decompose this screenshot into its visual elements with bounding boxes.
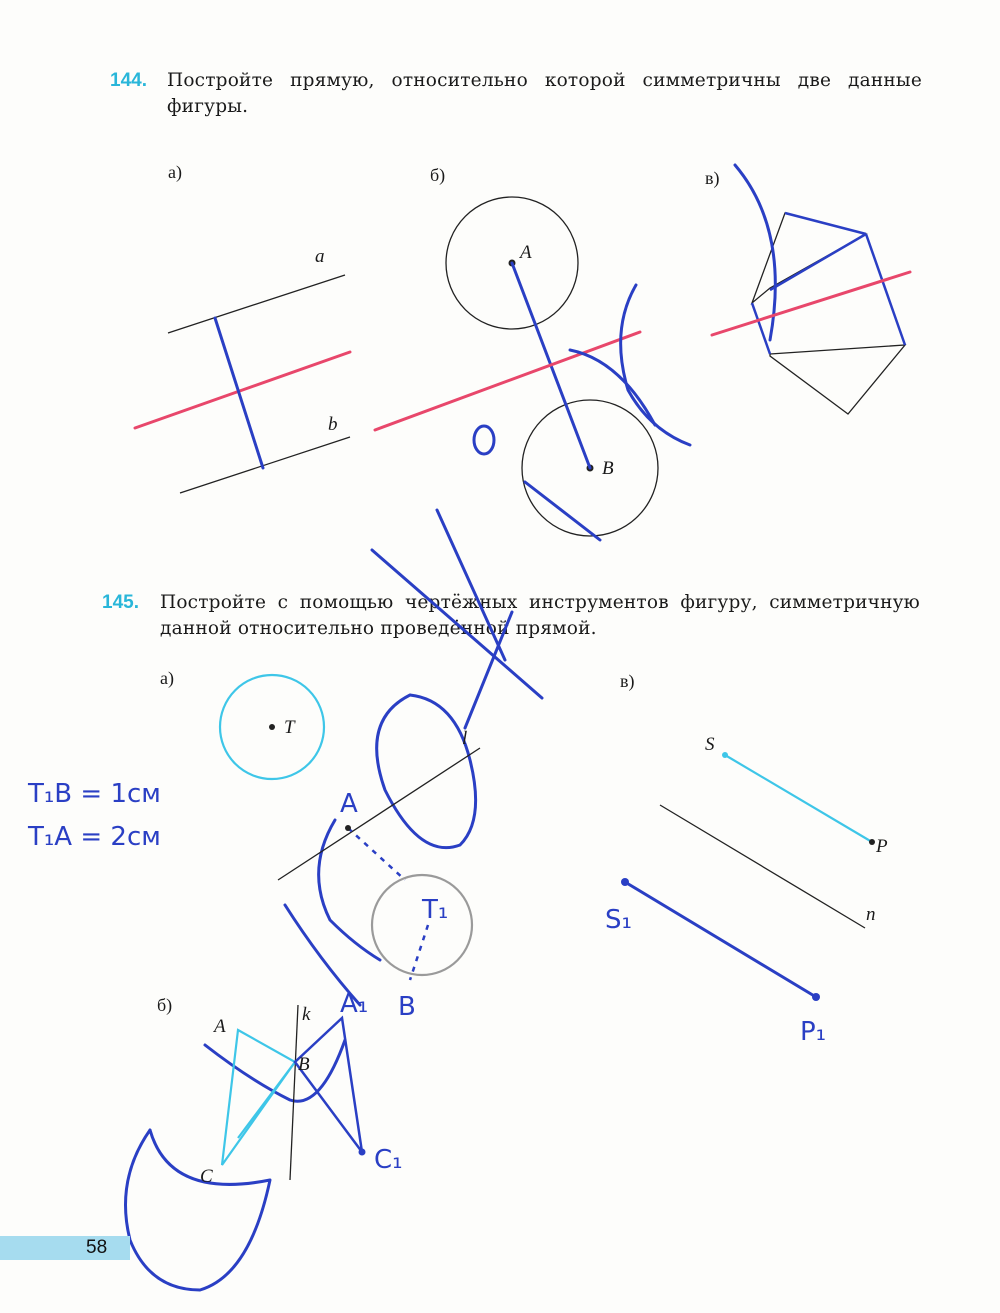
pen-upper-edge: [785, 213, 866, 234]
label-B-145b: B: [298, 1054, 310, 1075]
label-A-144b: A: [520, 242, 532, 263]
task-145-part-b: б): [157, 995, 173, 1015]
pen-right-edge: [866, 234, 905, 345]
point-P1: [812, 993, 820, 1001]
line-a: [168, 275, 345, 333]
hand-label-A1: A₁: [340, 989, 369, 1019]
pen-perpendicular-a: [215, 318, 263, 468]
scribble-o: [474, 426, 494, 454]
label-B-144b: B: [602, 458, 614, 479]
note-T1A: T₁A = 2см: [28, 822, 161, 852]
label-A-145b: A: [214, 1016, 226, 1037]
figure-144v: [712, 165, 910, 414]
point-S: [722, 752, 728, 758]
label-n: n: [866, 904, 876, 925]
task-145-part-a: а): [160, 668, 174, 688]
task-144-part-v: в): [705, 168, 720, 188]
scribble-line-1: [525, 482, 600, 540]
triangle-A1BC1: [295, 1018, 362, 1152]
red-symmetry-axis-a: [135, 352, 350, 428]
scribble-s: [319, 820, 380, 960]
figure-144b: [375, 197, 658, 536]
figure-144a: [135, 246, 350, 493]
label-k: k: [302, 1004, 311, 1025]
line-k: [290, 1005, 298, 1180]
page-number-tab: [0, 1236, 130, 1260]
scribble-line-2: [372, 550, 542, 698]
hand-label-B: B: [398, 992, 416, 1022]
hand-label-T1: T₁: [422, 895, 449, 925]
segment-SP: [725, 755, 872, 842]
dashed-A-T1: [348, 828, 405, 880]
point-S1: [621, 878, 629, 886]
center-T: [269, 724, 275, 730]
label-P: P: [876, 836, 888, 857]
scribble-curve-2: [570, 350, 655, 425]
task-144-number: 144.: [110, 70, 147, 91]
hand-label-S1: S₁: [605, 905, 632, 935]
scribble-big-loop: [377, 695, 476, 848]
point-A-145a: [345, 825, 351, 831]
page-number: 58: [86, 1237, 108, 1258]
label-S: S: [705, 734, 715, 755]
pen-scribbles: [126, 285, 691, 1290]
red-symmetry-axis-b: [375, 332, 640, 430]
segment-S1P1: [625, 882, 816, 997]
task-145-number: 145.: [102, 592, 139, 613]
scribble-curve-1: [621, 285, 690, 445]
task-144-part-a: а): [168, 162, 182, 182]
lower-pentagon: [770, 345, 905, 414]
note-T1B: T₁B = 1см: [28, 779, 161, 809]
task-144-part-b: б): [430, 165, 446, 185]
handwritten-notes: [27, 779, 826, 1175]
task-145-part-v: в): [620, 671, 635, 691]
hand-label-P1: P₁: [800, 1017, 827, 1047]
point-P: [869, 839, 875, 845]
scribble-e: [126, 1130, 271, 1290]
task-144-text: Постройте прямую, относительно которой симметричны две данные фигуры.: [167, 70, 922, 117]
red-symmetry-axis-v: [712, 272, 910, 335]
figure-145a: [220, 675, 480, 980]
pen-left-edge: [752, 303, 770, 354]
point-C1: [359, 1149, 366, 1156]
line-b: [180, 437, 350, 493]
label-C-145b: C: [200, 1166, 213, 1187]
hand-label-C1: C₁: [374, 1145, 403, 1175]
dashed-T1-B: [410, 925, 428, 980]
scribble-line-4: [465, 612, 512, 728]
task-145-text: Постройте с помощью чертёжных инструментов фигуру, симметричную данной относительно проведённой прямой.: [160, 592, 920, 639]
label-l: l: [462, 728, 468, 749]
figure-145v: [621, 734, 888, 1001]
label-b: b: [328, 414, 338, 435]
label-a: a: [315, 246, 325, 267]
pencil-circle-T1: [372, 875, 472, 975]
pen-diag-edge: [770, 234, 866, 290]
line-n: [660, 805, 865, 928]
hand-label-A: A: [340, 789, 358, 819]
label-T: T: [284, 717, 295, 738]
